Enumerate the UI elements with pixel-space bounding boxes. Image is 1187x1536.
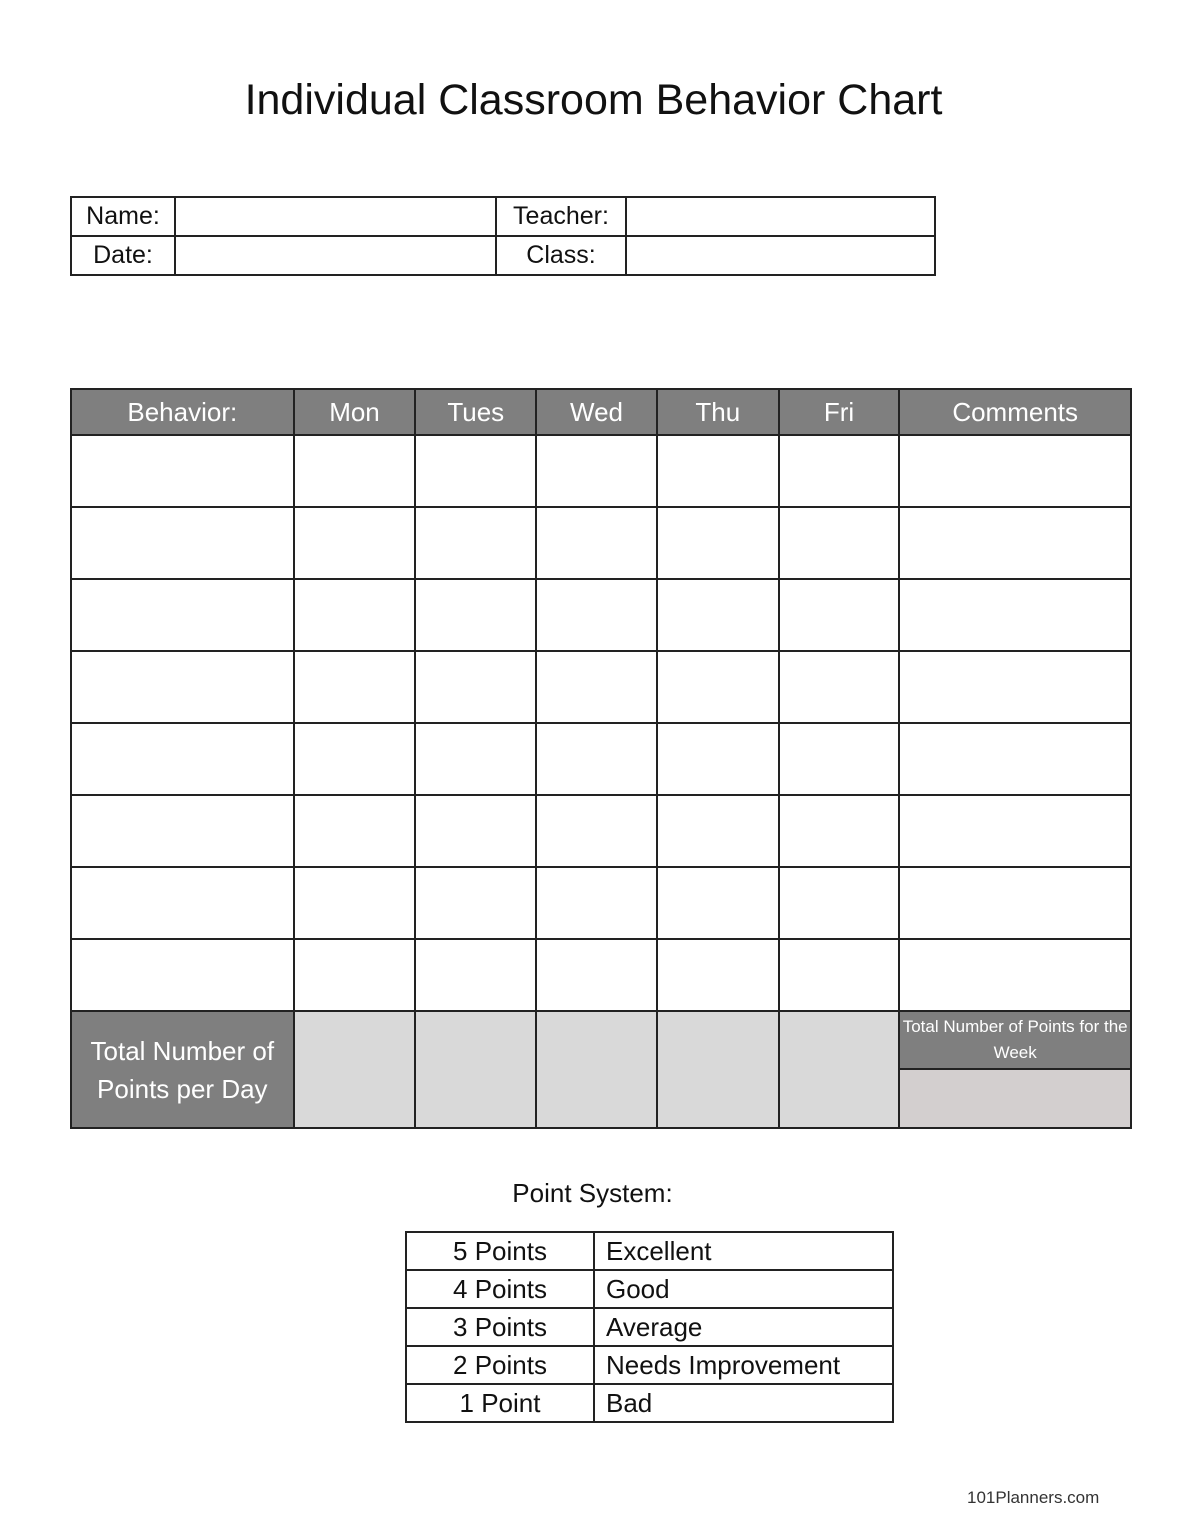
behavior-row xyxy=(71,579,1131,651)
page-title: Individual Classroom Behavior Chart xyxy=(244,76,943,124)
mon-cell[interactable] xyxy=(294,435,416,507)
wed-cell[interactable] xyxy=(536,579,657,651)
comments-cell[interactable] xyxy=(899,651,1131,723)
week-total-cell[interactable] xyxy=(900,1070,1130,1127)
comments-cell[interactable] xyxy=(899,867,1131,939)
total-wed-cell[interactable] xyxy=(536,1011,657,1128)
behavior-cell[interactable] xyxy=(71,579,294,651)
header-fri: Fri xyxy=(779,389,900,435)
date-field[interactable] xyxy=(175,236,496,275)
tues-cell[interactable] xyxy=(415,795,536,867)
tues-cell[interactable] xyxy=(415,579,536,651)
fri-cell[interactable] xyxy=(779,435,900,507)
point-system-title xyxy=(0,1178,1187,1209)
behavior-row xyxy=(71,795,1131,867)
total-thu-cell[interactable] xyxy=(657,1011,779,1128)
behavior-row xyxy=(71,651,1131,723)
thu-cell[interactable] xyxy=(657,651,779,723)
footer-brand: 101Planners.com xyxy=(967,1488,1100,1507)
wed-cell[interactable] xyxy=(536,651,657,723)
tues-cell[interactable] xyxy=(415,723,536,795)
points-description: Needs Improvement xyxy=(594,1346,893,1384)
mon-cell[interactable] xyxy=(294,651,416,723)
points-description: Bad xyxy=(594,1384,893,1422)
points-value: 4 Points xyxy=(406,1270,594,1308)
thu-cell[interactable] xyxy=(657,867,779,939)
mon-cell[interactable] xyxy=(294,939,416,1011)
comments-cell[interactable] xyxy=(899,579,1131,651)
fri-cell[interactable] xyxy=(779,795,900,867)
total-fri-cell[interactable] xyxy=(779,1011,900,1128)
chart-header-row xyxy=(71,389,1131,435)
wed-cell[interactable] xyxy=(536,867,657,939)
mon-cell[interactable] xyxy=(294,579,416,651)
points-value: 2 Points xyxy=(406,1346,594,1384)
name-field[interactable] xyxy=(175,197,496,236)
student-info-table xyxy=(70,196,936,276)
comments-cell[interactable] xyxy=(899,795,1131,867)
teacher-field[interactable] xyxy=(626,197,935,236)
point-system-row xyxy=(406,1384,893,1422)
header-thu: Thu xyxy=(657,389,779,435)
points-description: Excellent xyxy=(594,1232,893,1270)
fri-cell[interactable] xyxy=(779,723,900,795)
behavior-row xyxy=(71,867,1131,939)
wed-cell[interactable] xyxy=(536,795,657,867)
behavior-row xyxy=(71,507,1131,579)
thu-cell[interactable] xyxy=(657,723,779,795)
behavior-cell[interactable] xyxy=(71,723,294,795)
tues-cell[interactable] xyxy=(415,651,536,723)
thu-cell[interactable] xyxy=(657,579,779,651)
point-system-table xyxy=(405,1231,894,1423)
tues-cell[interactable] xyxy=(415,867,536,939)
behavior-cell[interactable] xyxy=(71,867,294,939)
totals-per-day-label: Total Number of Points per Day xyxy=(71,1011,294,1128)
thu-cell[interactable] xyxy=(657,507,779,579)
total-mon-cell[interactable] xyxy=(294,1011,416,1128)
comments-cell[interactable] xyxy=(899,507,1131,579)
behavior-row xyxy=(71,939,1131,1011)
tues-cell[interactable] xyxy=(415,435,536,507)
header-wed: Wed xyxy=(536,389,657,435)
totals-row xyxy=(71,1011,1131,1128)
point-system-row xyxy=(406,1270,893,1308)
points-value: 3 Points xyxy=(406,1308,594,1346)
teacher-label: Teacher: xyxy=(496,197,626,236)
point-system-row xyxy=(406,1232,893,1270)
fri-cell[interactable] xyxy=(779,867,900,939)
comments-cell[interactable] xyxy=(899,723,1131,795)
mon-cell[interactable] xyxy=(294,723,416,795)
tues-cell[interactable] xyxy=(415,939,536,1011)
mon-cell[interactable] xyxy=(294,507,416,579)
header-tues: Tues xyxy=(415,389,536,435)
behavior-row xyxy=(71,723,1131,795)
wed-cell[interactable] xyxy=(536,507,657,579)
points-value: 5 Points xyxy=(406,1232,594,1270)
points-value: 1 Point xyxy=(406,1384,594,1422)
mon-cell[interactable] xyxy=(294,795,416,867)
fri-cell[interactable] xyxy=(779,939,900,1011)
mon-cell[interactable] xyxy=(294,867,416,939)
wed-cell[interactable] xyxy=(536,435,657,507)
behavior-chart-table xyxy=(70,388,1132,1129)
name-label: Name: xyxy=(71,197,175,236)
comments-cell[interactable] xyxy=(899,939,1131,1011)
point-system-row xyxy=(406,1346,893,1384)
point-system-row xyxy=(406,1308,893,1346)
point-system-title-text: Point System: xyxy=(512,1178,673,1208)
tues-cell[interactable] xyxy=(415,507,536,579)
points-description: Good xyxy=(594,1270,893,1308)
total-tues-cell[interactable] xyxy=(415,1011,536,1128)
behavior-cell[interactable] xyxy=(71,507,294,579)
behavior-cell[interactable] xyxy=(71,795,294,867)
wed-cell[interactable] xyxy=(536,939,657,1011)
header-mon: Mon xyxy=(294,389,416,435)
behavior-cell[interactable] xyxy=(71,651,294,723)
fri-cell[interactable] xyxy=(779,507,900,579)
header-behavior: Behavior: xyxy=(71,389,294,435)
behavior-row xyxy=(71,435,1131,507)
fri-cell[interactable] xyxy=(779,651,900,723)
thu-cell[interactable] xyxy=(657,795,779,867)
thu-cell[interactable] xyxy=(657,939,779,1011)
comments-cell[interactable] xyxy=(899,435,1131,507)
behavior-cell[interactable] xyxy=(71,435,294,507)
points-description: Average xyxy=(594,1308,893,1346)
class-label: Class: xyxy=(496,236,626,275)
date-label: Date: xyxy=(71,236,175,275)
behavior-cell[interactable] xyxy=(71,939,294,1011)
wed-cell[interactable] xyxy=(536,723,657,795)
header-comments: Comments xyxy=(899,389,1131,435)
class-field[interactable] xyxy=(626,236,935,275)
thu-cell[interactable] xyxy=(657,435,779,507)
fri-cell[interactable] xyxy=(779,579,900,651)
week-total-label: Total Number of Points for the Week xyxy=(900,1012,1130,1070)
week-total-container xyxy=(899,1011,1131,1128)
